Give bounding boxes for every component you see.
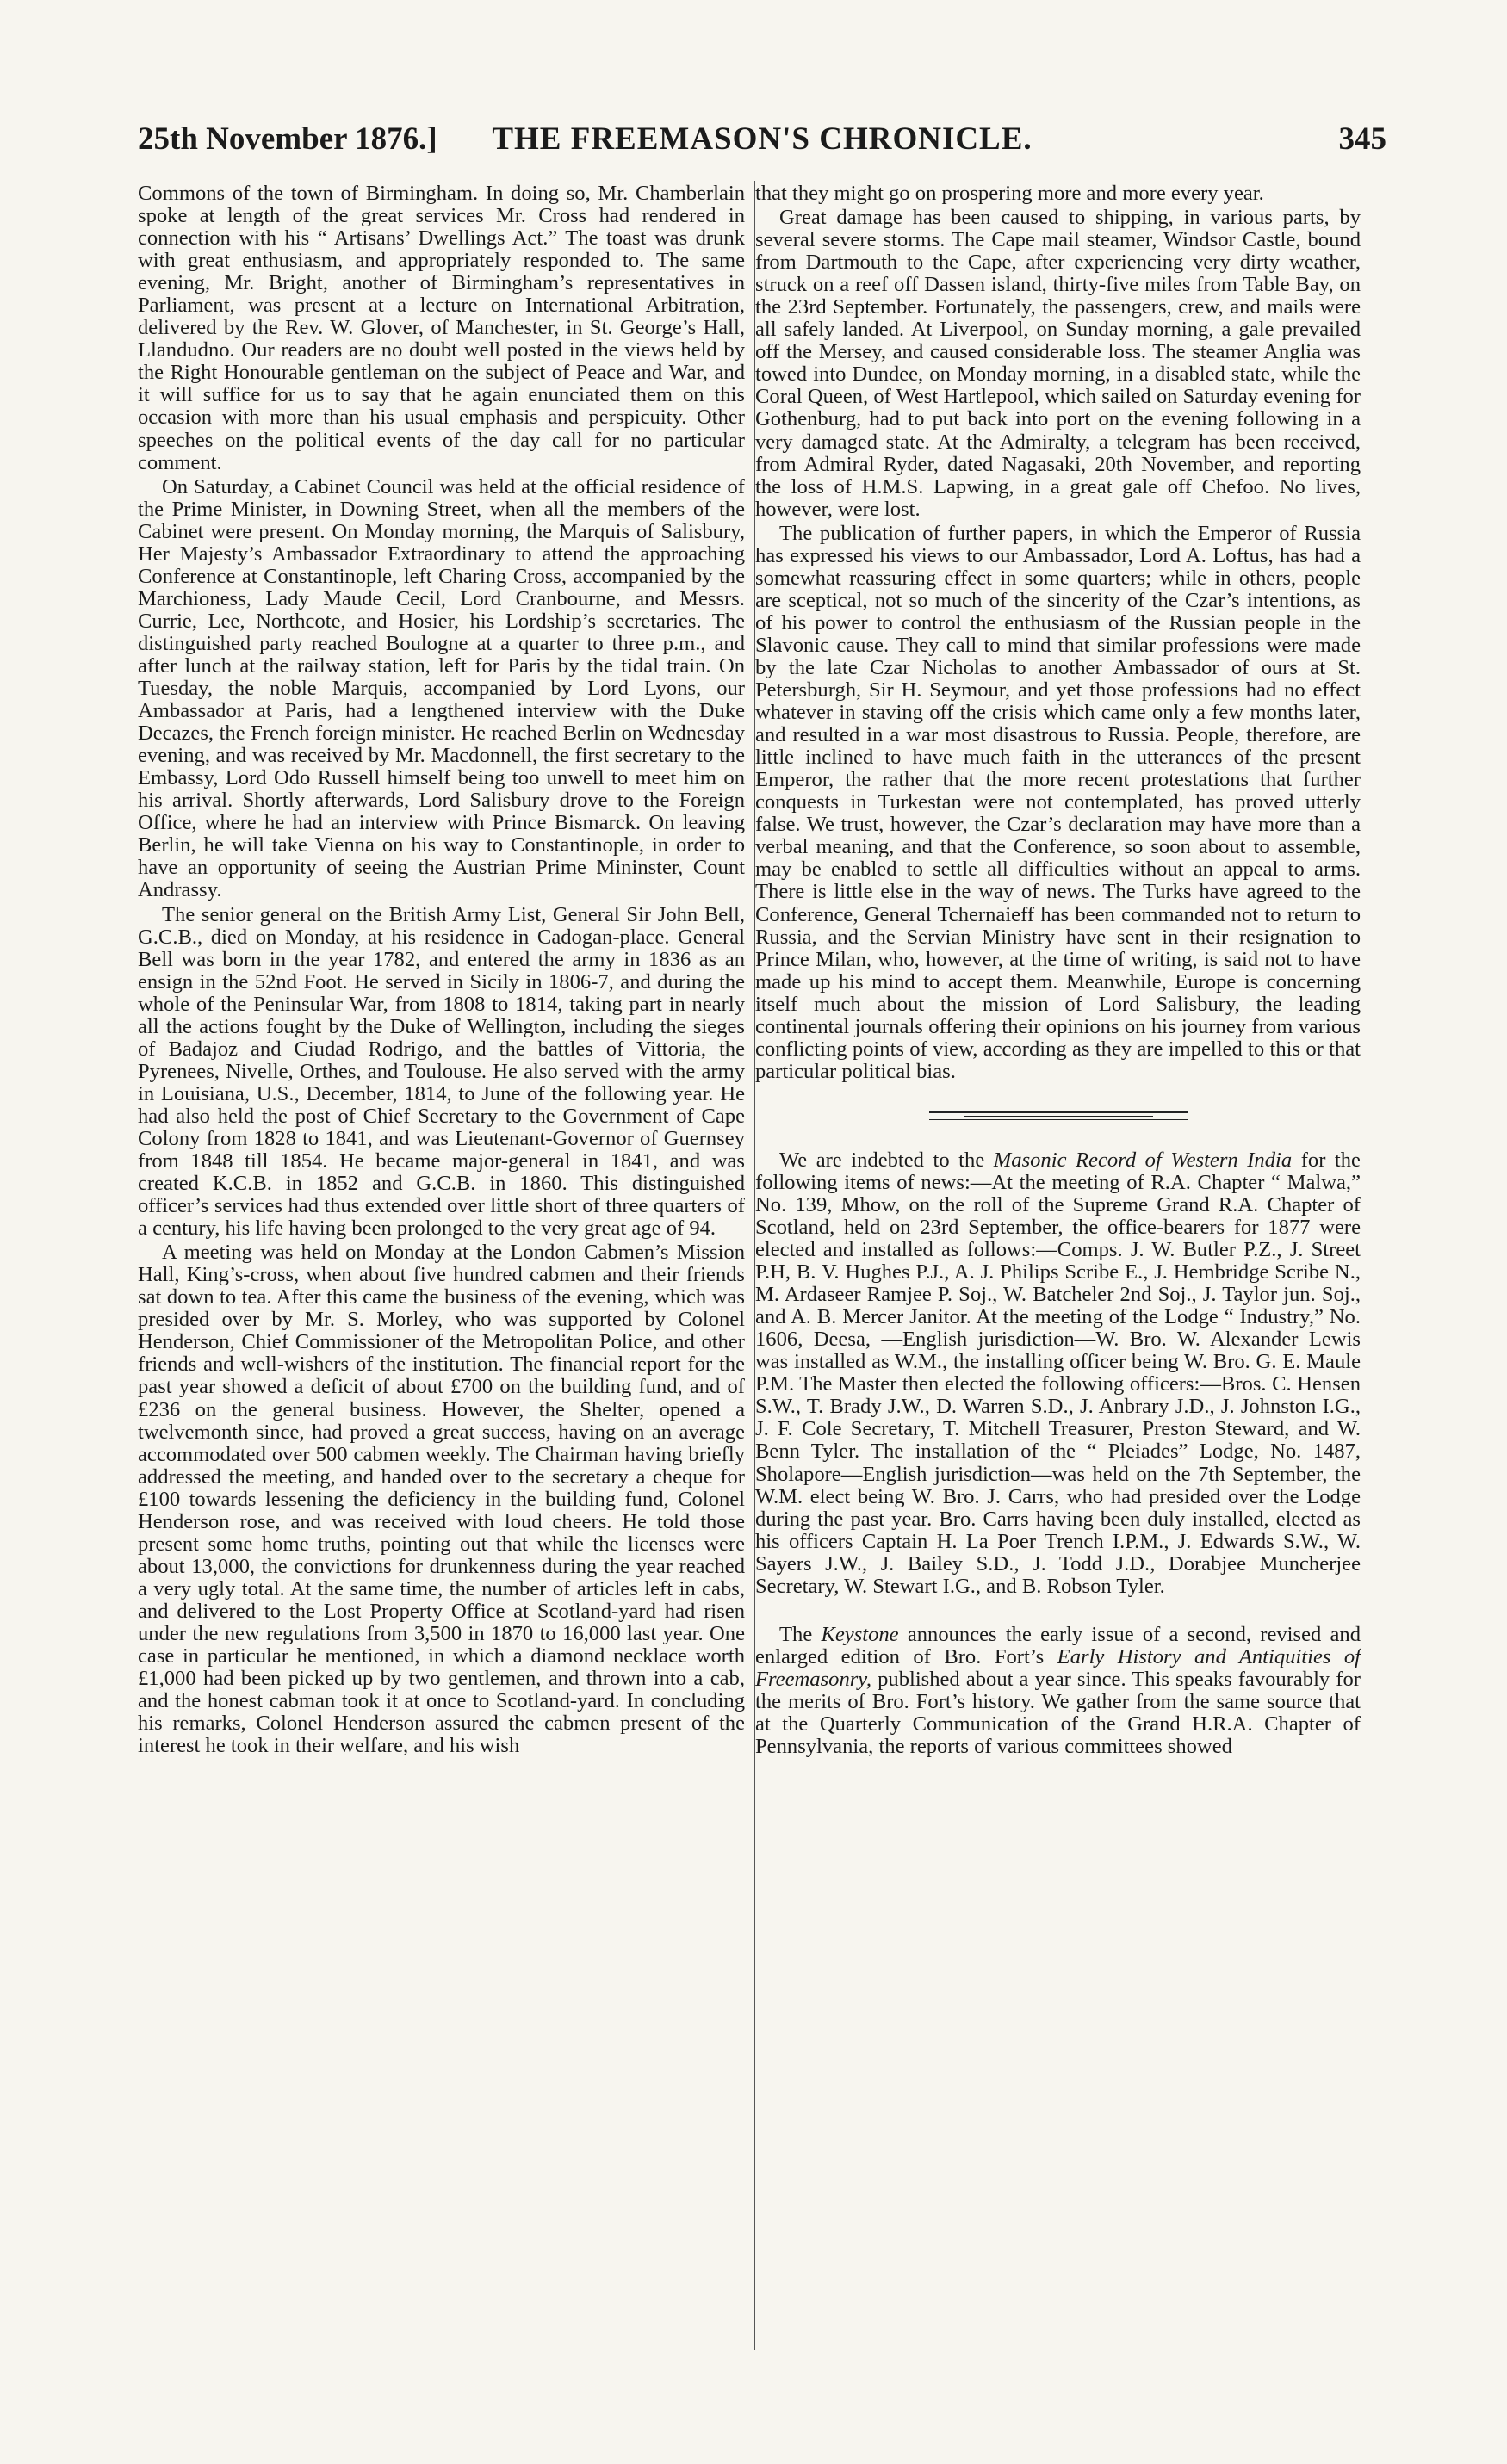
paragraph-general-bell: The senior general on the British Army List, General Sir John Bell, G.C.B., died on Monday, at his residence in Cadogan-place. General Bell was born in the year 1782, and entered the army in 1836 as an ensign in the 52nd Foot. He served in Sicily in 1806-7, and during the whole of the Peninsular War, from 1808 to 1814, taking part in nearly all the actions fought by the Duke of Wellington, including the sieges of Badajoz and Ciudad Rodrigo, and the battles of Vittoria, the Pyrenees, Nivelle, Orthes, and Toulouse. He also served with the army in Louisiana, U.S., December, 1814, to June of the following year. He had also held the post of Chief Secretary to the Government of Cape Colony from 1828 to 1841, and was Lieutenant-Governor of Guernsey from 1848 till 1854. He became major-general in 1841, and was created K.C.B. in 1852 and G.C.B. in 1860. This distinguished officer’s services had thus extended over little short of three quarters of a century, his life having been prolonged to the very great age of 94.: [138, 902, 745, 1241]
publication-title: THE FREEMASON'S CHRONICLE.: [492, 121, 1033, 157]
paragraph-keystone: The Keystone announces the early issue of a second, revised and enlarged edition of Bro. Fort’s Early History and Antiquities of Freemasonry, published about a year since. This speaks favourably for the merits of Bro. Fort’s history. We gather from the same source that at the Quarterly Communication of the Grand H.R.A. Chapter of Pennsylvania, the reports of various committees showed: [755, 1622, 1361, 1759]
paragraph-cabinet-council: On Saturday, a Cabinet Council was held at the official residence of the Prime Minister, in Downing Street, when all the members of the Cabinet were present. On Monday morning, the Marquis of Salisbury, Her Majesty’s Ambassador Extraordinary to attend the approaching Conference at Constantinople, left Charing Cross, accompanied by the Marchioness, Lady Maude Cecil, Lord Cranbourne, and Messrs. Currie, Lee, Northcote, and Hosier, his Lordship’s secretaries. The distinguished party reached Boulogne at a quarter to three p.m., and after lunch at the railway station, left for Paris by the tidal train. On Tuesday, the noble Marquis, accompanied by Lord Lyons, our Ambassador at Paris, had a lengthened interview with the Duke Decazes, the French foreign minister. He reached Berlin on Wednesday evening, and was received by Mr. Macdonnell, the first secretary to the Embassy, Lord Odo Russell himself being too unwell to meet him on his arrival. Shortly afterwards, Lord Salisbury drove to the Foreign Office, where he had an interview with Prince Bismarck. On leaving Berlin, he will take Vienna on his way to Constantinople, in order to have an opportunity of seeing the Austrian Prime Mininster, Count Andrassy.: [138, 474, 745, 902]
masonic-record-title: Masonic Record of Western India: [993, 1148, 1293, 1172]
section-divider: [929, 1111, 1188, 1118]
right-column: [755, 183, 1361, 2395]
paragraph-shipping: Great damage has been caused to shipping, in various parts, by several severe storms. The Cape mail steamer, Windsor Castle, bound from Dartmouth to the Cape, after experiencing very dirty weather, struck on a reef off Dassen island, thirty-five miles from Table Bay, on the 23rd September. Fortunately, the passengers, crew, and mails were all safely landed. At Liverpool, on Sunday morning, a gale prevailed off the Mersey, and caused considerable loss. The steamer Anglia was towed into Dundee, on Monday morning, in a disabled state, while the Coral Queen, of West Hartlepool, which sailed on Saturday evening for Gothenburg, had to put back into port on the evening following in a very damaged state. At the Admiralty, a telegram has been received, from Admiral Ryder, dated Nagasaki, 20th November, and reporting the loss of H.M.S. Lapwing, in a great gale off Chefoo. No lives, however, were lost.: [755, 206, 1361, 521]
paragraph-continuation: that they might go on prospering more and more every year.: [755, 183, 1264, 205]
left-column: [138, 183, 745, 2395]
page-header: [138, 121, 1386, 164]
paragraph-masonic-record: We are indebted to the Masonic Record of Western India for the following items of news:—At the meeting of R.A. Chapter “ Malwa,” No. 139, Mhow, on the roll of the Supreme Grand R.A. Chapter of Scotland, held on 23rd September, the office-bearers for 1877 were elected and installed as follows:—Comps. J. W. Butler P.Z., J. Street P.H, B. V. Hughes P.J., A. J. Philips Scribe E., J. Hembridge Scribe N., M. Ardaseer Ramjee P. Soj., W. Batcheler 2nd Soj., J. Taylor jun. Soj., and A. B. Mercer Janitor. At the meeting of the Lodge “ Industry,” No. 1606, Deesa, —English jurisdiction—W. Bro. W. Alexander Lewis was installed as W.M., the installing officer being W. Bro. G. E. Maule P.M. The Master then elected the following officers:—Bros. C. Hensen S.W., T. Brady J.W., D. Warren S.D., J. Anbrary J.D., J. Johnston I.G., J. F. Cole Secretary, T. Mitchell Treasurer, Preston Steward, and W. Benn Tyler. The installation of the “ Pleiades” Lodge, No. 1487, Sholapore—English jurisdiction—was held on the 7th September, the W.M. elect being W. Bro. J. Carrs, who had presided over the Lodge during the past year. Bro. Carrs having been duly installed, elected as his officers Captain H. La Poer Trench I.P.M., J. Edwards S.W., W. Sayers J.W., J. Bailey S.D., J. Todd J.D., Dorabjee Muncherjee Secretary, W. Stewart I.G., and B. Robson Tyler.: [755, 1148, 1361, 1598]
issue-date: 25th November 1876.]: [138, 121, 437, 157]
fort-history-title: Early History and Antiquities of Freemasonry,: [755, 1644, 1361, 1691]
keystone-title: Keystone: [821, 1622, 899, 1646]
page-number: 345: [1338, 121, 1386, 157]
paragraph-birmingham: Commons of the town of Birmingham. In doing so, Mr. Chamberlain spoke at length of the great services Mr. Cross had rendered in connection with his “ Artisans’ Dwellings Act.” The toast was drunk with great enthusiasm, and appropriately responded to. The same evening, Mr. Bright, another of Birmingham’s representatives in Parliament, was present at a lecture on International Arbitration, delivered by the Rev. W. Glover, of Manchester, in St. George’s Hall, Llandudno. Our readers are no doubt well posted in the views held by the Right Honourable gentleman on the subject of Peace and War, and it will suffice for us to say that he again enunciated them on this occasion with more than his usual emphasis and perspicuity. Other speeches on the political events of the day call for no particular comment.: [138, 183, 745, 474]
paragraph-russia: The publication of further papers, in which the Emperor of Russia has expressed his views to our Ambassador, Lord A. Loftus, has had a somewhat reassuring effect in some quarters; while in others, people are sceptical, not so much of the sincerity of the Czar’s intentions, as of his power to control the enthusiasm of the Russian people in the Slavonic cause. They call to mind that similar professions were made by the late Czar Nicholas to another Ambassador of ours at St. Petersburgh, Sir H. Seymour, and yet those professions had no effect whatever in staving off the crisis which came only a few months later, and resulted in a war most disastrous to Russia. People, therefore, are little inclined to have much faith in the utterances of the present Emperor, the rather that the more recent protestations that further conquests in Turkestan were not contemplated, has proved utterly false. We trust, however, the Czar’s declaration may have more than a verbal meaning, and that the Conference, so soon about to assemble, may be enabled to settle all difficulties without an appeal to arms. There is little else in the way of news. The Turks have agreed to the Conference, General Tchernaieff has been commanded not to return to Russia, and the Servian Ministry have sent in their resignation to Prince Milan, who, however, at the time of writing, is said not to have made up his mind to accept them. Meanwhile, Europe is concerning itself much about the mission of Lord Salisbury, the leading continental journals offering their opinions on his journey from various conflicting points of view, according as they are impelled to this or that particular political bias.: [755, 521, 1361, 1083]
paragraph-cabmen-mission: A meeting was held on Monday at the London Cabmen’s Mission Hall, King’s-cross, when about five hundred cabmen and their friends sat down to tea. After this came the business of the evening, which was presided over by Mr. S. Morley, who was supported by Colonel Henderson, Chief Commissioner of the Metropolitan Police, and other friends and well-wishers of the institution. The financial report for the past year showed a deficit of about £700 on the building fund, and of £236 on the general business. However, the Shelter, opened a twelvemonth since, had proved a great success, having on an average accommodated over 500 cabmen weekly. The Chairman having briefly addressed the meeting, and handed over to the secretary a cheque for £100 towards lessening the deficiency in the building fund, Colonel Henderson rose, and was received with loud cheers. He told those present some home truths, pointing out that while the licenses were about 13,000, the convictions for drunkenness during the year reached a very ugly total. At the same time, the number of articles left in cabs, and delivered to the Lost Property Office at Scotland-yard had risen under the new regulations from 3,500 in 1870 to 16,000 last year. One case in particular he mentioned, in which a diamond necklace worth £1,000 had been picked up by two gentlemen, and thrown into a cab, and the honest cabman took it at once to Scotland-yard. In concluding his remarks, Colonel Henderson assured the cabmen present of the interest he took in their welfare, and his wish: [138, 1241, 745, 1758]
